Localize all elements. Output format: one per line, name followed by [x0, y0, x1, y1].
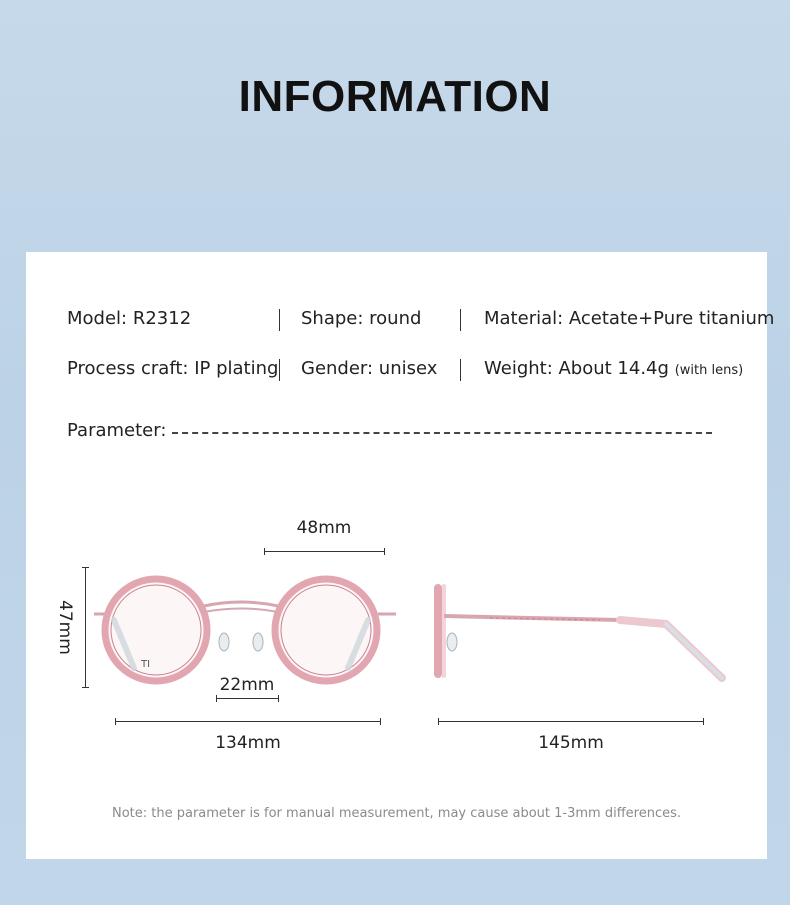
- glasses-side-view: [430, 582, 730, 692]
- bridge-line: [216, 698, 279, 699]
- frame-width-tick-right: [380, 718, 381, 725]
- separator: [460, 309, 461, 331]
- separator: [279, 309, 280, 331]
- separator: [279, 359, 280, 381]
- spec-weight: [484, 358, 743, 379]
- spec-model: Model: R2312: [67, 308, 192, 329]
- info-card: [26, 252, 775, 859]
- lens-width-tick-left: [264, 548, 265, 555]
- lens-height-tick-top: [82, 567, 89, 568]
- measurement-note: Note: the parameter is for manual measurement, may cause about 1-3mm differences.: [111, 806, 682, 821]
- lens-width-line: [264, 551, 385, 552]
- parameter-dashes: [172, 432, 712, 434]
- frame-width-label: 134mm: [215, 733, 281, 753]
- side-lens-edge: [442, 584, 446, 678]
- nose-pad-right: [253, 633, 263, 651]
- temple-length-tick-right: [703, 718, 704, 725]
- frame-print: TI: [141, 659, 151, 670]
- bridge-lower: [204, 609, 278, 613]
- lens-width-label: 48mm: [296, 518, 352, 538]
- temple-length-line: [438, 721, 704, 722]
- temple-length-label: 145mm: [538, 733, 604, 753]
- frame-width-tick-left: [115, 718, 116, 725]
- side-nose-pad: [447, 633, 457, 651]
- bridge-tick-left: [216, 695, 217, 702]
- nose-pad-left: [219, 633, 229, 651]
- bridge: [204, 602, 278, 606]
- bridge-label: 22mm: [219, 675, 275, 695]
- parameter-label: Parameter:: [67, 420, 167, 441]
- separator: [460, 359, 461, 381]
- bridge-tick-right: [278, 695, 279, 702]
- page-title: INFORMATION: [238, 72, 552, 121]
- spec-weight-note: (with lens): [674, 363, 744, 378]
- side-front-rim: [434, 584, 442, 678]
- side-temple-tip-inner: [666, 624, 722, 678]
- lens-height-label: 47mm: [55, 600, 75, 655]
- spec-process: Process craft: IP plating: [67, 358, 279, 379]
- frame-width-line: [115, 721, 381, 722]
- lens-width-tick-right: [384, 548, 385, 555]
- spec-weight-value: Weight: About 14.4g: [484, 358, 669, 379]
- glasses-front-view: [86, 572, 406, 692]
- spec-gender: Gender: unisex: [301, 358, 438, 379]
- spec-material: Material: Acetate+Pure titanium: [484, 308, 775, 329]
- temple-length-tick-left: [438, 718, 439, 725]
- spec-shape: Shape: round: [301, 308, 422, 329]
